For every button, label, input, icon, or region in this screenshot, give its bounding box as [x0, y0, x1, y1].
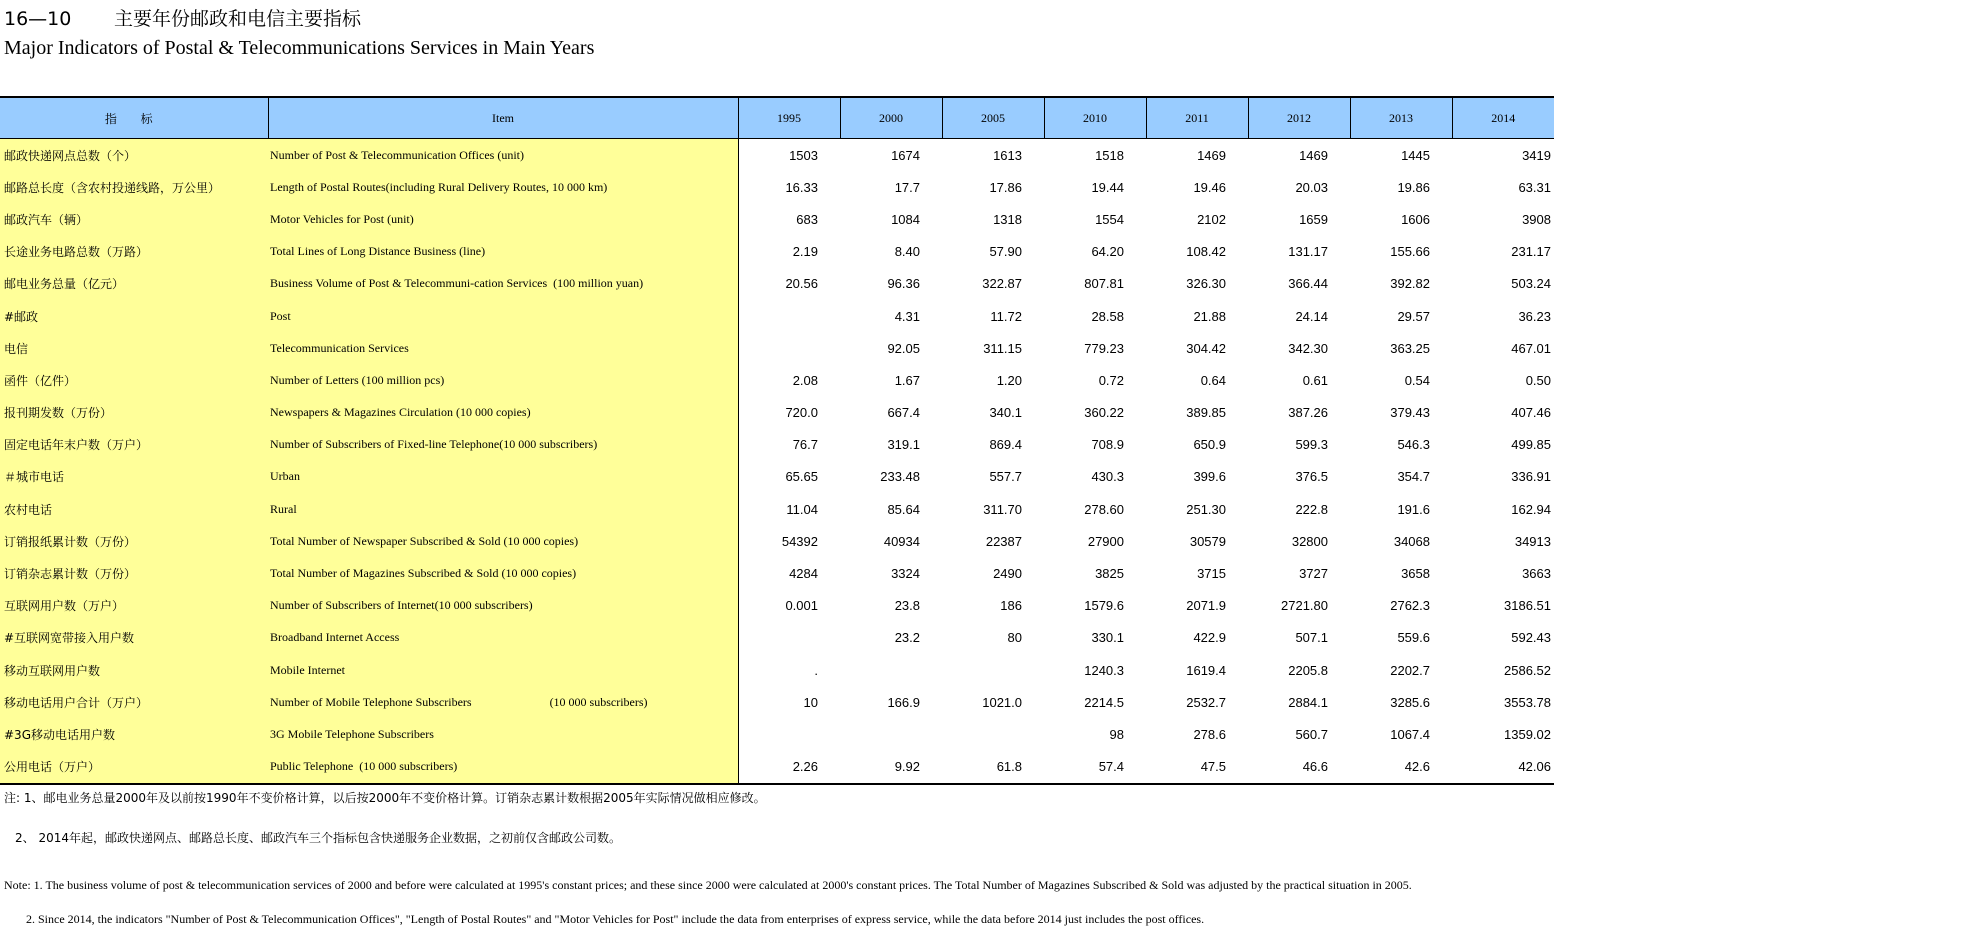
note-en-1: Note: 1. The business volume of post & telecommunication services of 2000 and before were calculated at 1995's constant prices; and these since 2000 were calculated at 2000's constant prices. The Total Number of Magazines Subscribed & Sold was adjusted by the practical situation in 2005. [4, 878, 1412, 892]
row-value: 2071.9 [1186, 598, 1226, 614]
table-title [4, 4, 361, 31]
row-label-zh: 订销报纸累计数（万份） [0, 525, 268, 557]
header-item-en: Item [268, 97, 738, 139]
row-value: 2202.7 [1390, 662, 1430, 678]
row-value: 1469 [1197, 147, 1226, 163]
row-value: 1659 [1299, 211, 1328, 227]
row-value [738, 332, 840, 364]
row-value: 0.50 [1525, 372, 1551, 388]
row-value: 304.42 [1186, 340, 1226, 356]
row-label-en: Motor Vehicles for Post (unit) [268, 203, 738, 235]
row-value: 1.67 [894, 372, 920, 388]
row-value: 32800 [1291, 533, 1328, 549]
row-value: 559.6 [1397, 630, 1430, 646]
row-value: 1445 [1401, 147, 1430, 163]
row-value [942, 718, 1044, 750]
row-value: 22387 [985, 533, 1022, 549]
table-row [0, 751, 1554, 784]
row-value: 557.7 [989, 469, 1022, 485]
row-value: . [814, 662, 818, 678]
row-value: 17.7 [894, 179, 920, 195]
row-value: 2721.80 [1281, 598, 1328, 614]
row-value: 1021.0 [982, 694, 1022, 710]
row-value: 1469 [1299, 147, 1328, 163]
row-value: 23.8 [894, 598, 920, 614]
row-label-en: Number of Subscribers of Fixed-line Telephone(10 000 subscribers) [268, 429, 738, 461]
row-value: 57.90 [989, 244, 1022, 260]
header-year: 2012 [1248, 97, 1350, 139]
row-value: 360.22 [1084, 405, 1124, 421]
row-value: 1067.4 [1390, 726, 1430, 742]
row-value: 3419 [1522, 147, 1551, 163]
row-value: 3908 [1522, 211, 1551, 227]
row-value: 92.05 [887, 340, 920, 356]
table-row [0, 397, 1554, 429]
row-value: 379.43 [1390, 405, 1430, 421]
row-label-en: Total Number of Magazines Subscribed & Sold (10 000 copies) [268, 557, 738, 589]
indicators-table [0, 96, 1554, 785]
row-value: 3663 [1522, 566, 1551, 582]
row-value: 2102 [1197, 211, 1226, 227]
row-value: 330.1 [1091, 630, 1124, 646]
row-value: 3727 [1299, 566, 1328, 582]
row-value: 2762.3 [1390, 598, 1430, 614]
row-label-zh: 移动互联网用户数 [0, 654, 268, 686]
row-label-zh: 函件（亿件） [0, 364, 268, 396]
row-value: 2490 [993, 566, 1022, 582]
row-value: 80 [1007, 630, 1022, 646]
row-value: 779.23 [1084, 340, 1124, 356]
row-value: 27900 [1087, 533, 1124, 549]
row-value: 42.6 [1350, 751, 1452, 784]
row-value: 389.85 [1186, 405, 1226, 421]
row-value: 1359.02 [1504, 726, 1551, 742]
row-label-zh: 电信 [0, 332, 268, 364]
row-value [738, 622, 840, 654]
header-year: 2014 [1452, 97, 1554, 139]
row-label-zh: 固定电话年末户数（万户） [0, 429, 268, 461]
header-year: 1995 [738, 97, 840, 139]
row-label-en: Number of Letters (100 million pcs) [268, 364, 738, 396]
row-value: 1084 [891, 211, 920, 227]
row-label-en: Rural [268, 493, 738, 525]
row-value: 3285.6 [1390, 694, 1430, 710]
row-label-en: Urban [268, 461, 738, 493]
row-value: 222.8 [1295, 501, 1328, 517]
row-value: 10 [803, 694, 818, 710]
row-label-zh: 报刊期发数（万份） [0, 397, 268, 429]
row-value: 46.6 [1248, 751, 1350, 784]
row-value: 11.72 [990, 308, 1022, 324]
table-row [0, 590, 1554, 622]
row-value: 28.58 [1091, 308, 1124, 324]
row-value: 2214.5 [1084, 694, 1124, 710]
row-label-zh: 邮电业务总量（亿元） [0, 268, 268, 300]
table-row [0, 718, 1554, 750]
row-value [738, 300, 840, 332]
row-value: 64.20 [1091, 244, 1124, 260]
row-value: 3553.78 [1504, 694, 1551, 710]
row-value: 407.46 [1511, 405, 1551, 421]
row-value: 1518 [1095, 147, 1124, 163]
row-label-zh: 邮政快递网点总数（个） [0, 139, 268, 172]
row-value: 2.08 [792, 372, 818, 388]
row-value: 354.7 [1397, 469, 1430, 485]
row-value: 57.4 [1044, 751, 1146, 784]
row-value: 278.60 [1084, 501, 1124, 517]
note-zh-2: 2、 2014年起，邮政快递网点、邮路总长度、邮政汽车三个指标包含快递服务企业数据，之初前仅含邮政公司数。 [15, 831, 621, 845]
table-row [0, 429, 1554, 461]
row-value: 20.56 [785, 276, 818, 292]
table-title-zh: 主要年份邮政和电信主要指标 [114, 8, 362, 30]
row-value: 0.54 [1404, 372, 1430, 388]
row-value: 186 [1000, 598, 1022, 614]
row-label-zh: ＃城市电话 [0, 461, 268, 493]
row-value: 422.9 [1193, 630, 1226, 646]
row-value: 1606 [1401, 211, 1430, 227]
row-value: 869.4 [989, 437, 1022, 453]
row-value: 322.87 [982, 276, 1022, 292]
row-value: 336.91 [1511, 469, 1551, 485]
row-label-zh: 订销杂志累计数（万份） [0, 557, 268, 589]
row-value: 0.72 [1098, 372, 1124, 388]
row-value: 1240.3 [1084, 662, 1124, 678]
row-value: 36.23 [1518, 308, 1551, 324]
row-label-en: Number of Mobile Telephone Subscribers (10 000 subscribers) [268, 686, 738, 718]
row-value [738, 718, 840, 750]
row-value: 399.6 [1193, 469, 1226, 485]
row-value: 4.31 [894, 308, 920, 324]
header-indicator-zh: 指 标 [0, 97, 268, 139]
row-label-en: Public Telephone (10 000 subscribers) [268, 751, 738, 784]
table-row [0, 525, 1554, 557]
row-value: 233.48 [880, 469, 920, 485]
row-value: 231.17 [1511, 244, 1551, 260]
row-value [840, 654, 942, 686]
row-label-zh: #3G移动电话用户数 [0, 718, 268, 750]
table-row [0, 622, 1554, 654]
row-value: 9.92 [840, 751, 942, 784]
row-value: 650.9 [1193, 437, 1226, 453]
row-value: 387.26 [1288, 405, 1328, 421]
table-row [0, 268, 1554, 300]
row-label-zh: 公用电话（万户） [0, 751, 268, 784]
row-label-zh: #互联网宽带接入用户数 [0, 622, 268, 654]
row-value: 326.30 [1186, 276, 1226, 292]
row-value: 131.17 [1288, 244, 1328, 260]
row-value: 720.0 [785, 405, 818, 421]
row-value: 40934 [883, 533, 920, 549]
row-value: 2.26 [738, 751, 840, 784]
row-label-zh: 农村电话 [0, 493, 268, 525]
row-label-en: Total Lines of Long Distance Business (line) [268, 236, 738, 268]
row-label-en: Broadband Internet Access [268, 622, 738, 654]
row-value: 1613 [993, 147, 1022, 163]
row-value: 1579.6 [1084, 598, 1124, 614]
row-value: 191.6 [1397, 501, 1430, 517]
row-label-en: Telecommunication Services [268, 332, 738, 364]
row-value: 21.88 [1193, 308, 1226, 324]
row-value: 30579 [1189, 533, 1226, 549]
row-value: 166.9 [887, 694, 920, 710]
row-value: 3715 [1197, 566, 1226, 582]
row-value: 708.9 [1091, 437, 1124, 453]
row-label-en: Length of Postal Routes(including Rural Delivery Routes, 10 000 km) [268, 171, 738, 203]
header-year: 2013 [1350, 97, 1452, 139]
table-row [0, 461, 1554, 493]
row-value: 42.06 [1452, 751, 1554, 784]
row-value: 546.3 [1397, 437, 1430, 453]
row-label-zh: 移动电话用户合计（万户） [0, 686, 268, 718]
table-row [0, 557, 1554, 589]
row-label-zh: 长途业务电路总数（万路） [0, 236, 268, 268]
table-row [0, 686, 1554, 718]
row-label-en: Mobile Internet [268, 654, 738, 686]
row-value: 667.4 [887, 405, 920, 421]
row-value: 2586.52 [1504, 662, 1551, 678]
row-value: 85.64 [887, 501, 920, 517]
row-value: 34068 [1393, 533, 1430, 549]
row-value: 2.19 [792, 244, 818, 260]
row-value: 1.20 [996, 372, 1022, 388]
row-value: 507.1 [1295, 630, 1328, 646]
row-value: 2532.7 [1186, 694, 1226, 710]
row-value: 392.82 [1390, 276, 1430, 292]
row-value: 19.86 [1397, 179, 1430, 195]
row-value: 1318 [993, 211, 1022, 227]
row-value: 599.3 [1295, 437, 1328, 453]
row-value: 65.65 [785, 469, 818, 485]
row-value: 2884.1 [1288, 694, 1328, 710]
row-value: 3658 [1401, 566, 1430, 582]
row-value: 311.15 [983, 340, 1022, 356]
row-value: 363.25 [1390, 340, 1430, 356]
row-value: 319.1 [887, 437, 920, 453]
table-row [0, 171, 1554, 203]
row-value: 20.03 [1295, 179, 1328, 195]
row-value: 24.14 [1295, 308, 1328, 324]
row-value: 342.30 [1288, 340, 1328, 356]
table-row [0, 332, 1554, 364]
row-label-en: Newspapers & Magazines Circulation (10 000 copies) [268, 397, 738, 429]
row-label-zh: #邮政 [0, 300, 268, 332]
row-value [840, 718, 942, 750]
row-label-zh: 互联网用户数（万户） [0, 590, 268, 622]
row-value: 98 [1109, 726, 1124, 742]
table-number: 16—10 [4, 8, 72, 30]
table-row [0, 654, 1554, 686]
row-label-en: Number of Subscribers of Internet(10 000 subscribers) [268, 590, 738, 622]
header-row [0, 97, 1554, 139]
table-title-en: Major Indicators of Postal & Telecommunications Services in Main Years [4, 37, 595, 59]
row-label-en: Number of Post & Telecommunication Offices (unit) [268, 139, 738, 172]
row-value: 1674 [891, 147, 920, 163]
row-value: 3324 [891, 566, 920, 582]
row-value: 0.61 [1302, 372, 1328, 388]
row-label-en: Total Number of Newspaper Subscribed & Sold (10 000 copies) [268, 525, 738, 557]
row-value: 366.44 [1288, 276, 1328, 292]
row-value: 0.001 [785, 598, 818, 614]
row-value: 503.24 [1511, 276, 1551, 292]
row-value: 311.70 [983, 501, 1022, 517]
row-value: 1619.4 [1186, 662, 1226, 678]
table-row [0, 300, 1554, 332]
row-value: 29.57 [1397, 308, 1430, 324]
row-value: 4284 [789, 566, 818, 582]
row-value: 47.5 [1146, 751, 1248, 784]
row-value: 560.7 [1295, 726, 1328, 742]
row-value: 16.33 [785, 179, 818, 195]
row-value: 278.6 [1193, 726, 1226, 742]
table-row [0, 203, 1554, 235]
row-label-zh: 邮路总长度（含农村投递线路，万公里） [0, 171, 268, 203]
row-value: 34913 [1514, 533, 1551, 549]
row-value: 19.44 [1091, 179, 1124, 195]
row-value: 592.43 [1511, 630, 1551, 646]
row-value: 108.42 [1186, 244, 1226, 260]
row-value: 23.2 [894, 630, 920, 646]
row-value: 54392 [781, 533, 818, 549]
row-value [942, 654, 1044, 686]
row-value: 17.86 [989, 179, 1022, 195]
row-value: 499.85 [1511, 437, 1551, 453]
row-value: 76.7 [792, 437, 818, 453]
row-value: 340.1 [989, 405, 1022, 421]
row-value: 8.40 [894, 244, 920, 260]
table-row [0, 364, 1554, 396]
row-value: 19.46 [1193, 179, 1226, 195]
table-row [0, 139, 1554, 172]
row-value: 683 [796, 211, 818, 227]
table-row [0, 236, 1554, 268]
row-value: 63.31 [1518, 179, 1551, 195]
row-value: 1503 [789, 147, 818, 163]
note-en-2: 2. Since 2014, the indicators "Number of Post & Telecommunication Offices", "Length of Postal Routes" and "Motor Vehicles for Post" include the data from enterprises of express service, while the data before 2014 just includes the post offices. [26, 912, 1205, 926]
row-value: 2205.8 [1288, 662, 1328, 678]
row-value: 61.8 [942, 751, 1044, 784]
row-value: 11.04 [786, 501, 818, 517]
row-label-en: 3G Mobile Telephone Subscribers [268, 718, 738, 750]
row-label-en: Business Volume of Post & Telecommuni-cation Services (100 million yuan) [268, 268, 738, 300]
header-year: 2011 [1146, 97, 1248, 139]
row-label-zh: 邮政汽车（辆） [0, 203, 268, 235]
row-value: 807.81 [1084, 276, 1124, 292]
row-value: 155.66 [1390, 244, 1430, 260]
row-value: 430.3 [1091, 469, 1124, 485]
row-value: 1554 [1095, 211, 1124, 227]
row-value: 3825 [1095, 566, 1124, 582]
header-year: 2000 [840, 97, 942, 139]
header-year: 2010 [1044, 97, 1146, 139]
row-value: 251.30 [1186, 501, 1226, 517]
note-zh-1: 注: 1、邮电业务总量2000年及以前按1990年不变价格计算，以后按2000年不变价格计算。订销杂志累计数根据2005年实际情况做相应修改。 [4, 791, 766, 805]
row-value: 376.5 [1295, 469, 1328, 485]
row-value: 0.64 [1200, 372, 1226, 388]
row-value: 96.36 [887, 276, 920, 292]
row-value: 3186.51 [1504, 598, 1551, 614]
header-year: 2005 [942, 97, 1044, 139]
table-row [0, 493, 1554, 525]
row-label-en: Post [268, 300, 738, 332]
row-value: 467.01 [1511, 340, 1551, 356]
row-value: 162.94 [1511, 501, 1551, 517]
